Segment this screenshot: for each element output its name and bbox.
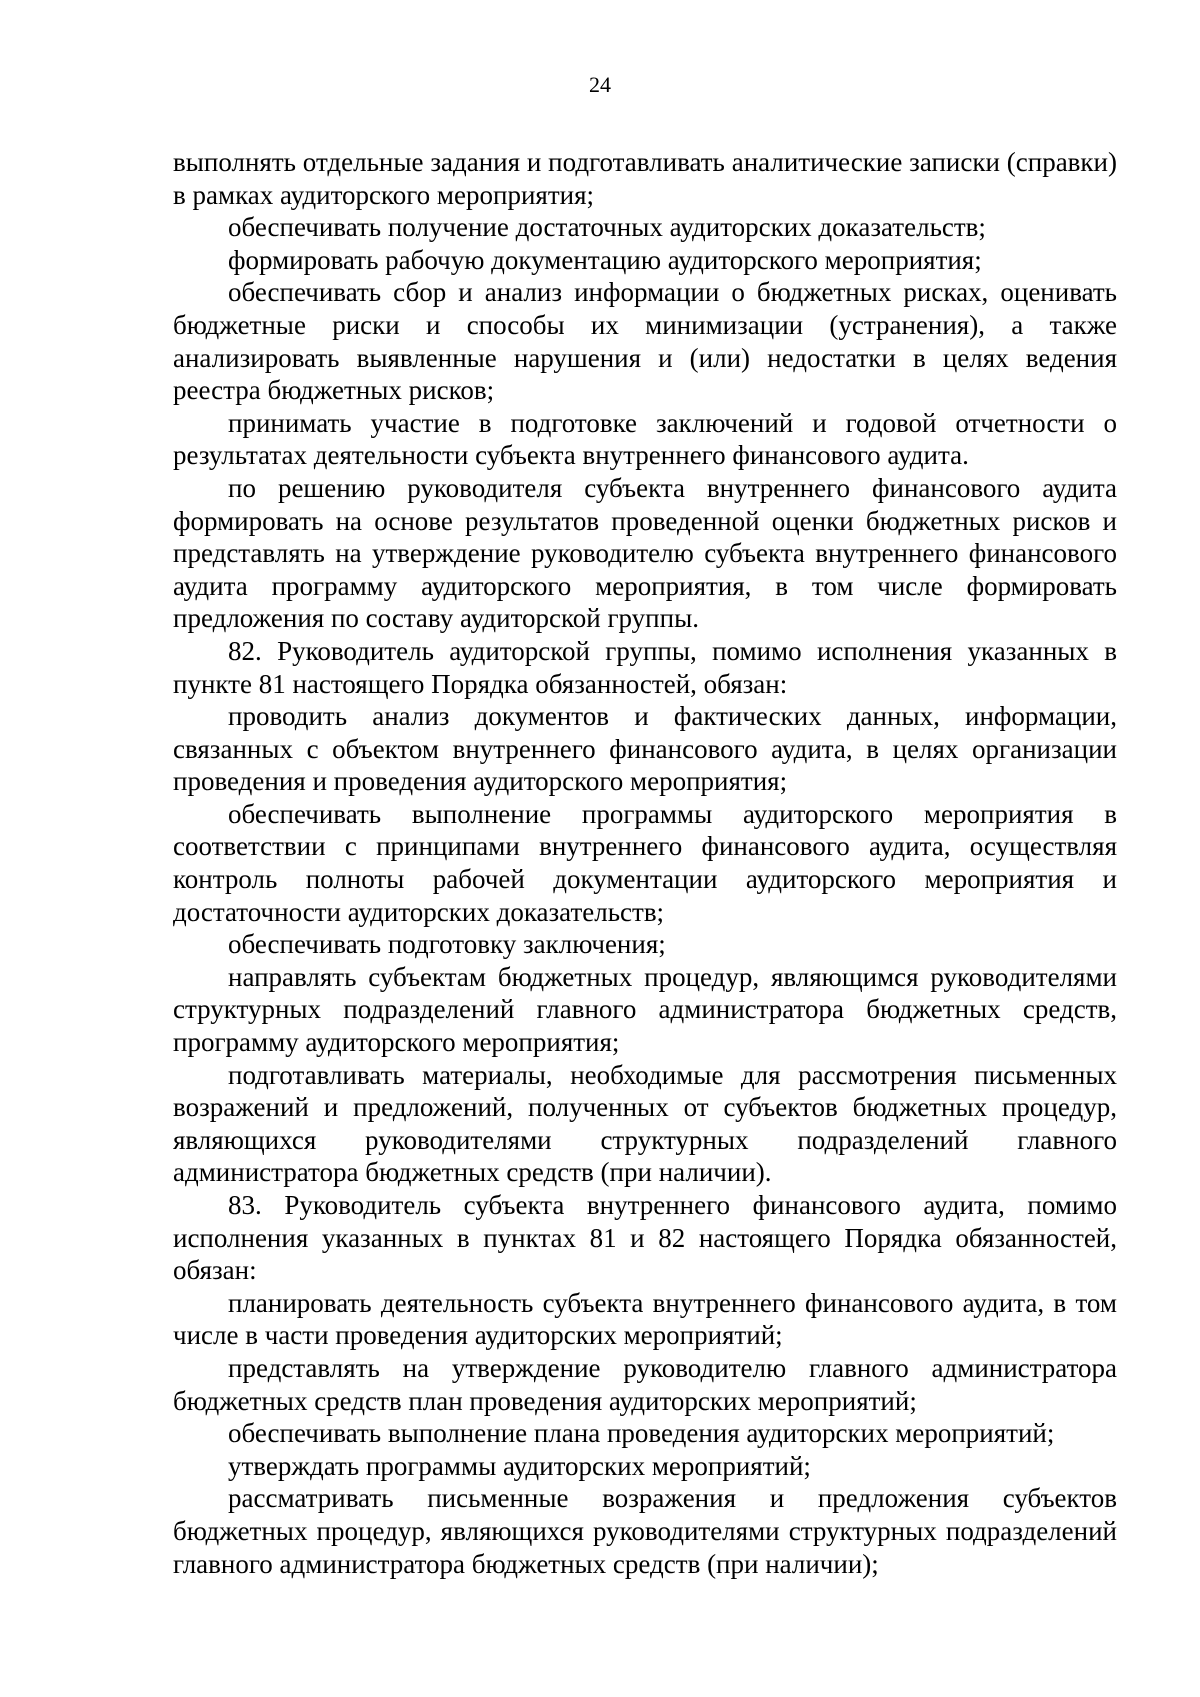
paragraph: формировать рабочую документацию аудиторского мероприятия; bbox=[228, 244, 982, 275]
document-body bbox=[173, 146, 1117, 1580]
paragraph: принимать участие в подготовке заключений и годовой отчетности о результатах деятельности субъекта внутреннего финансового аудита. bbox=[173, 407, 1117, 471]
paragraph: утверждать программы аудиторских мероприятий; bbox=[228, 1450, 811, 1481]
paragraph: выполнять отдельные задания и подготавливать аналитические записки (справки) в рамках аудиторского мероприятия; bbox=[173, 147, 1117, 210]
paragraph: направлять субъектам бюджетных процедур, являющимся руководителями структурных подразделений главного администратора бюджетных средств, программу аудиторского мероприятия; bbox=[173, 961, 1117, 1058]
paragraph: планировать деятельность субъекта внутреннего финансового аудита, в том числе в части проведения аудиторских мероприятий; bbox=[173, 1287, 1117, 1351]
paragraph: обеспечивать подготовку заключения; bbox=[228, 929, 666, 960]
paragraph-clause-83: 83. Руководитель субъекта внутреннего финансового аудита, помимо исполнения указанных в пунктах 81 и 82 настоящего Порядка обязанностей, обязан: bbox=[173, 1190, 1117, 1286]
paragraph: обеспечивать получение достаточных аудиторских доказательств; bbox=[228, 212, 986, 243]
paragraph: обеспечивать сбор и анализ информации о бюджетных рисках, оценивать бюджетные риски и способы их минимизации (устранения), а также анализировать выявленные нарушения и (или) недостатки в целях ведения реестра бюджетных рисков; bbox=[173, 277, 1117, 406]
paragraph: обеспечивать выполнение плана проведения аудиторских мероприятий; bbox=[228, 1418, 1055, 1449]
paragraph: обеспечивать выполнение программы аудиторского мероприятия в соответствии с принципами внутреннего финансового аудита, осуществляя контроль полноты рабочей документации аудиторского мероприятия и достаточности аудиторских доказательств; bbox=[173, 798, 1117, 927]
page-number: 24 bbox=[589, 72, 611, 97]
paragraph: подготавливать материалы, необходимые для рассмотрения письменных возражений и предложений, полученных от субъектов бюджетных процедур, являющихся руководителями структурных подразделений главного администратора бюджетных средств (при наличии). bbox=[173, 1059, 1117, 1188]
paragraph: представлять на утверждение руководителю главного администратора бюджетных средств план проведения аудиторских мероприятий; bbox=[173, 1352, 1117, 1416]
paragraph-clause-82: 82. Руководитель аудиторской группы, помимо исполнения указанных в пункте 81 настоящего Порядка обязанностей, обязан: bbox=[173, 635, 1117, 699]
paragraph: проводить анализ документов и фактических данных, информации, связанных с объектом внутреннего финансового аудита, в целях организации проведения и проведения аудиторского мероприятия; bbox=[173, 701, 1117, 797]
paragraph: по решению руководителя субъекта внутреннего финансового аудита формировать на основе результатов проведенной оценки бюджетных рисков и представлять на утверждение руководителю субъекта внутреннего финансового аудита программу аудиторского мероприятия, в том числе формировать предложения по составу аудиторской группы. bbox=[173, 472, 1117, 634]
paragraph: рассматривать письменные возражения и предложения субъектов бюджетных процедур, являющихся руководителями структурных подразделений главного администратора бюджетных средств (при наличии); bbox=[173, 1483, 1117, 1579]
